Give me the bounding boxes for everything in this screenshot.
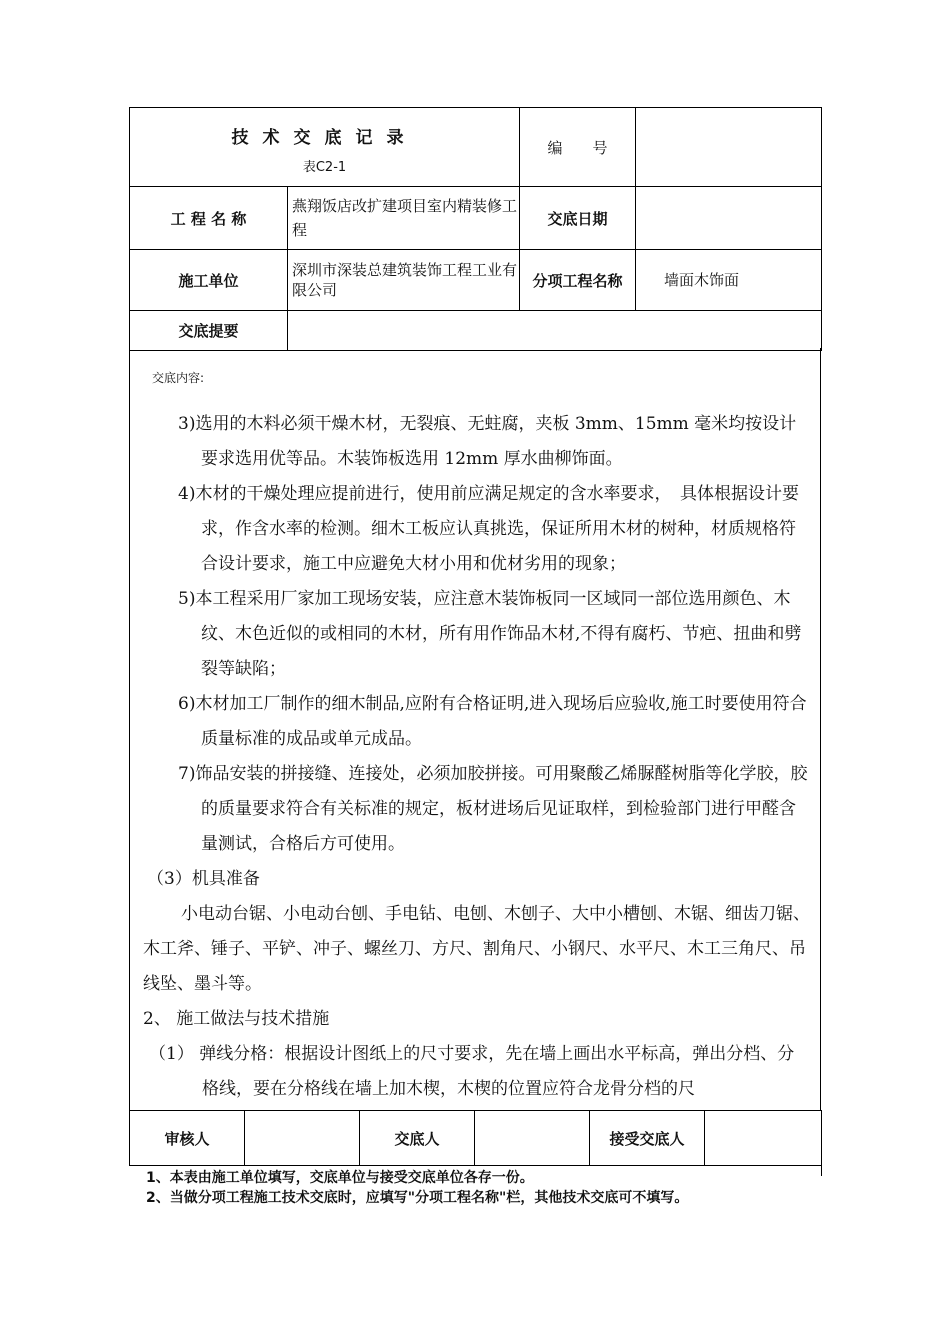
number-label: 编 号	[520, 108, 636, 187]
section2-item: （1） 弹线分格：根据设计图纸上的尺寸要求，先在墙上画出水平标高，弹出分档、分格线，要在分格线在墙上加木楔，木楔的位置应符合龙骨分档的尺	[149, 1044, 795, 1099]
summary-field[interactable]	[288, 311, 822, 351]
footnote: 2、当做分项工程施工技术交底时，应填写"分项工程名称"栏，其他技术交底可不填写。	[146, 1190, 689, 1206]
footnotes	[146, 1168, 688, 1208]
content-item: 7)饰品安装的拼接缝、连接处，必须加胶拼接。可用聚酸乙烯脲醛树脂等化学胶，胶的质量要求符合有关标准的规定，板材进场后见证取样，到检验部门进行甲醛含量测试，合格后方可使用。	[178, 764, 808, 854]
content-item: 5)本工程采用厂家加工现场安装，应注意木装饰板同一区域同一部位选用颜色、木纹、木色近似的或相同的木材，所有用作饰品木材,不得有腐朽、节疤、扭曲和劈裂等缺陷；	[178, 589, 802, 679]
footnote: 1、本表由施工单位填写，交底单位与接受交底单位各存一份。	[146, 1170, 534, 1186]
tools-text: 小电动台锯、小电动台刨、手电钻、电刨、木刨子、大中小槽刨、木锯、细齿刀锯、木工斧、锤子、平铲、冲子、螺丝刀、方尺、割角尺、小钢尺、水平尺、木工三角尺、吊线坠、墨斗等。	[143, 904, 810, 994]
presenter-field[interactable]	[475, 1111, 590, 1166]
subproject-label: 分项工程名称	[520, 250, 636, 311]
unit-value[interactable]: 深圳市深装总建筑装饰工程工业有限公司	[288, 250, 520, 311]
content-label: 交底内容:	[152, 371, 205, 385]
document-title: 技术交底记录	[231, 128, 418, 148]
project-name-value[interactable]: 燕翔饭店改扩建项目室内精装修工程	[288, 187, 520, 250]
date-field[interactable]	[636, 187, 822, 250]
tools-heading: （3）机具准备	[147, 869, 260, 889]
signature-table	[129, 1110, 822, 1166]
project-name-label: 工 程 名 称	[130, 187, 288, 250]
reviewer-label: 审核人	[130, 1111, 245, 1166]
content-item: 3)选用的木料必须干燥木材，无裂痕、无蛀腐，夹板 3mm、15mm 毫米均按设计要求选用优等品。木装饰板选用 12mm 厚水曲柳饰面。	[178, 414, 797, 469]
summary-label: 交底提要	[130, 311, 288, 351]
number-field[interactable]	[636, 108, 822, 187]
header-table	[129, 107, 822, 351]
content-item: 4)木材的干燥处理应提前进行，使用前应满足规定的含水率要求， 具体根据设计要求，作含水率的检测。细木工板应认真挑选，保证所用木材的树种，材质规格符合设计要求，施工中应避免大材小用和优材劣用的现象；	[178, 484, 799, 574]
table-edge-line	[821, 1164, 822, 1176]
unit-label: 施工单位	[130, 250, 288, 311]
subproject-value[interactable]: 墙面木饰面	[636, 250, 822, 311]
title-cell	[130, 108, 520, 187]
section2-heading: 2、 施工做法与技术措施	[143, 1009, 330, 1029]
form-number: 表C2-1	[302, 160, 347, 175]
date-label: 交底日期	[520, 187, 636, 250]
presenter-label: 交底人	[360, 1111, 475, 1166]
reviewer-field[interactable]	[245, 1111, 360, 1166]
receiver-label: 接受交底人	[590, 1111, 705, 1166]
receiver-field[interactable]	[705, 1111, 822, 1166]
content-body	[143, 407, 811, 1107]
content-item: 6)木材加工厂制作的细木制品,应附有合格证明,进入现场后应验收,施工时要使用符合质量标准的成品或单元成品。	[178, 694, 807, 749]
